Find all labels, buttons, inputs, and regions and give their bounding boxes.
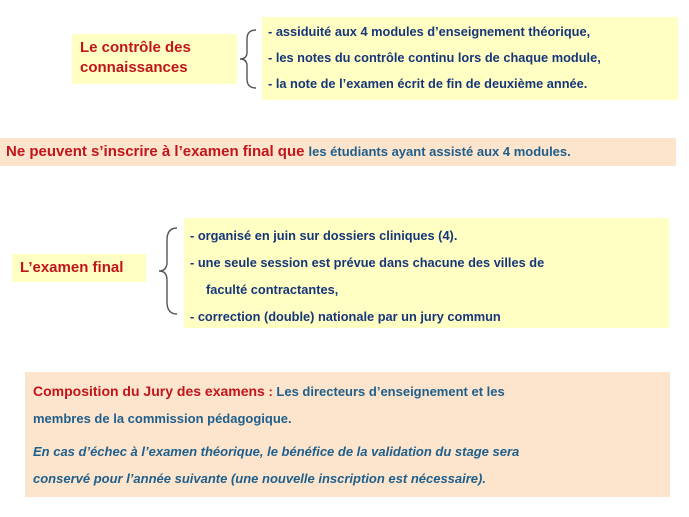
controle-list-box (262, 17, 678, 100)
inscription-lead: Ne peuvent s’inscrire à l’examen final que (6, 143, 305, 160)
controle-title-box (72, 34, 237, 84)
examen-item-session-cont: faculté contractantes, (206, 282, 339, 297)
controle-title-line1: Le contrôle des (80, 39, 191, 56)
brace-icon (157, 226, 181, 316)
jury-rest-line2: membres de la commission pédagogique. (33, 411, 292, 426)
jury-lead: Composition du Jury des examens (33, 383, 265, 399)
jury-rest-line1: Les directeurs d’enseignement et les (276, 384, 505, 399)
echec-note-line2: conservé pour l’année suivante (une nouvelle inscription est nécessaire). (33, 471, 486, 486)
jury-box (25, 372, 670, 497)
echec-note-line1: En cas d’échec à l’examen théorique, le bénéfice de la validation du stage sera (33, 444, 520, 459)
inscription-banner (0, 138, 676, 166)
controle-item-notes: - les notes du contrôle continu lors de chaque module, (268, 50, 601, 65)
examen-item-correction: - correction (double) nationale par un jury commun (190, 309, 501, 324)
examen-item-juin: - organisé en juin sur dossiers cliniques (4). (190, 228, 458, 243)
examen-final-title-box (12, 254, 146, 282)
examen-item-session: - une seule session est prévue dans chacune des villes de (190, 255, 545, 270)
jury-separator: : (264, 384, 277, 399)
controle-title-line2: connaissances (80, 59, 188, 76)
inscription-rest: les étudiants ayant assisté aux 4 modules. (308, 144, 571, 159)
controle-item-examen: - la note de l’examen écrit de fin de deuxième année. (268, 76, 588, 91)
controle-item-assiduite: - assiduité aux 4 modules d’enseignement théorique, (268, 24, 591, 39)
examen-final-title: L’examen final (20, 259, 124, 276)
examen-final-list-box (184, 218, 669, 328)
brace-icon (238, 28, 260, 90)
